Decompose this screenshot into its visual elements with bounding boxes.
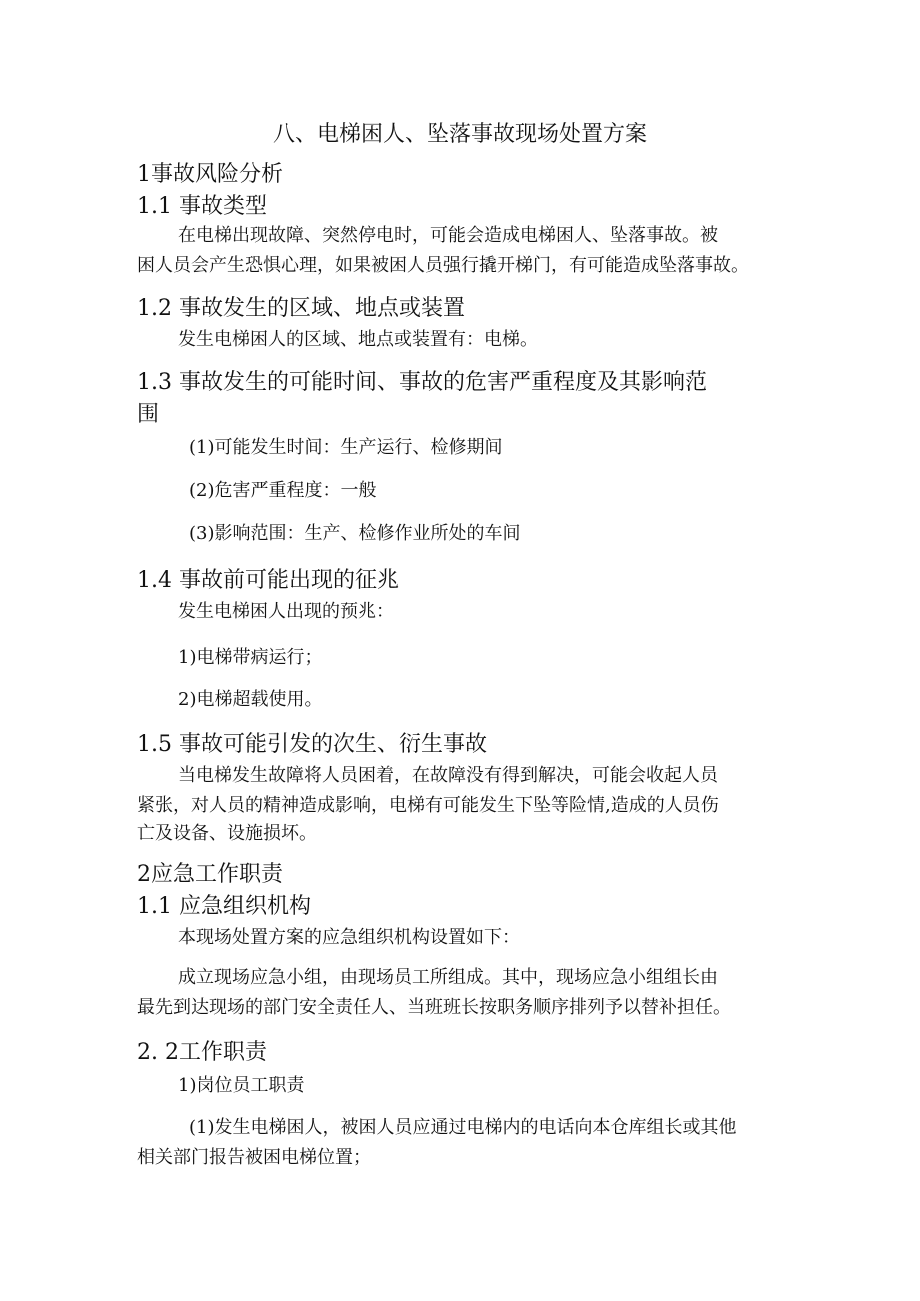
section-2-2-subitem-1-line-2: 相关部门报告被困电梯位置； <box>137 1147 371 1168</box>
section-2-2-item-1: 1)岗位员工职责 <box>178 1075 305 1096</box>
section-1-2-heading: 1.2 事故发生的区域、地点或装置 <box>137 296 465 321</box>
section-1-5-heading: 1.5 事故可能引发的次生、衍生事故 <box>137 732 487 757</box>
section-1-4-paragraph: 发生电梯困人出现的预兆： <box>178 601 394 622</box>
section-1-4-item-2: 2)电梯超载使用。 <box>178 689 323 710</box>
section-2-1-paragraph-2-line-1: 成立现场应急小组，由现场员工所组成。其中，现场应急小组组长由 <box>178 967 718 988</box>
section-2-1-heading: 1.1 应急组织机构 <box>137 894 311 919</box>
section-1-2-paragraph: 发生电梯困人的区域、地点或装置有：电梯。 <box>178 329 538 350</box>
section-2-1-paragraph-1: 本现场处置方案的应急组织机构设置如下： <box>178 927 520 948</box>
section-1-3-heading-line-1: 1.3 事故发生的可能时间、事故的危害严重程度及其影响范 <box>137 370 707 395</box>
section-1-5-paragraph-line-3: 亡及设备、设施损坏。 <box>137 823 317 844</box>
section-2-2-subitem-1-line-1: (1)发生电梯困人，被困人员应通过电梯内的电话向本仓库组长或其他 <box>189 1117 737 1138</box>
section-2-heading: 2应急工作职责 <box>137 862 283 887</box>
section-1-4-heading: 1.4 事故前可能出现的征兆 <box>137 568 399 593</box>
section-1-1-paragraph-line-2: 困人员会产生恐惧心理，如果被困人员强行撬开梯门，有可能造成坠落事故。 <box>137 255 749 276</box>
section-2-1-paragraph-2-line-2: 最先到达现场的部门安全责任人、当班班长按职务顺序排列予以替补担任。 <box>137 997 731 1018</box>
section-1-5-paragraph-line-1: 当电梯发生故障将人员困着，在故障没有得到解决，可能会收起人员 <box>178 765 718 786</box>
section-1-3-item-1: (1)可能发生时间：生产运行、检修期间 <box>189 437 503 458</box>
section-1-3-heading-line-2: 围 <box>137 402 160 427</box>
section-1-4-item-1: 1)电梯带病运行； <box>178 647 323 668</box>
section-2-2-heading: 2. 2工作职责 <box>137 1040 267 1065</box>
section-1-3-item-2: (2)危害严重程度：一般 <box>189 480 377 501</box>
section-1-1-paragraph-line-1: 在电梯出现故障、突然停电时，可能会造成电梯困人、坠落事故。被 <box>178 225 718 246</box>
section-1-5-paragraph-line-2: 紧张，对人员的精神造成影响，电梯有可能发生下坠等险情,造成的人员伤 <box>137 795 719 816</box>
section-1-1-heading: 1.1 事故类型 <box>137 194 267 219</box>
section-1-heading: 1事故风险分析 <box>137 162 283 187</box>
section-1-3-item-3: (3)影响范围：生产、检修作业所处的车间 <box>189 523 521 544</box>
document-title: 八、电梯困人、坠落事故现场处置方案 <box>272 122 647 147</box>
